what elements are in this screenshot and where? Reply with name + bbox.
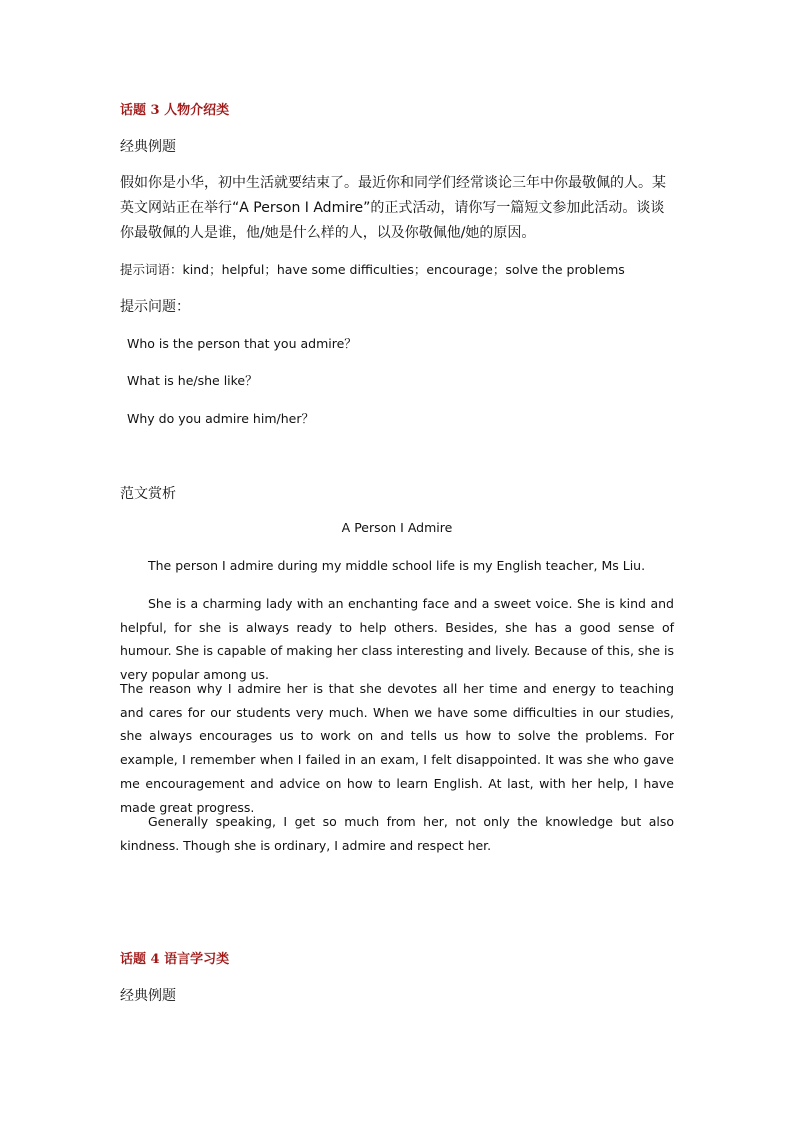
topic4-example-label: 经典例题 [120,988,176,1004]
topic3-prompt: 假如你是小华，初中生活就要结束了。最近你和同学们经常谈论三年中你最敬佩的人。某英文网站正在举行“A Person I Admire”的正式活动，请你写一篇短文参加此活动。谈谈你最敬佩的人是谁，他/她是什么样的人，以及你敬佩他/她的原因。 [120,175,666,241]
topic3-heading: 话题 3 人物介绍类 [120,103,230,118]
analysis-label: 范文赏析 [120,486,176,502]
hint-words: 提示词语：kind；helpful；have some difficulties；encourage；solve the problems [120,262,625,277]
topic3-example-label: 经典例题 [120,139,176,155]
topic4-heading: 话题 4 语言学习类 [120,952,230,967]
hint-question: Who is the person that you admire？ [127,336,357,351]
hint-question: Why do you admire him/her？ [127,411,314,426]
essay-paragraph: The reason why I admire her is that she devotes all her time and energy to teaching and cares for our students very much. When we have some difficulties in our studies, she always encourages us to work on and tells us how to solve the problems. For example, I remember when I failed in an exam, I felt disappointed. It was she who gave me encouragement and advice on how to learn English. At last, with her help, I have made great progress. [120,681,674,815]
essay-paragraph: The person I admire during my middle school life is my English teacher, Ms Liu. [148,558,646,573]
essay-paragraph: She is a charming lady with an enchanting face and a sweet voice. She is kind and helpful, for she is always ready to help others. Besides, she has a good sense of humour. She is capable of making her class interesting and lively. Because of this, she is very popular among us. [120,596,674,683]
hint-question: What is he/she like？ [127,373,258,388]
hint-questions-label: 提示问题： [120,299,190,315]
essay-paragraph: Generally speaking, I get so much from her, not only the knowledge but also kindness. Though she is ordinary, I admire and respect her. [120,814,674,853]
essay-title: A Person I Admire [341,520,453,535]
